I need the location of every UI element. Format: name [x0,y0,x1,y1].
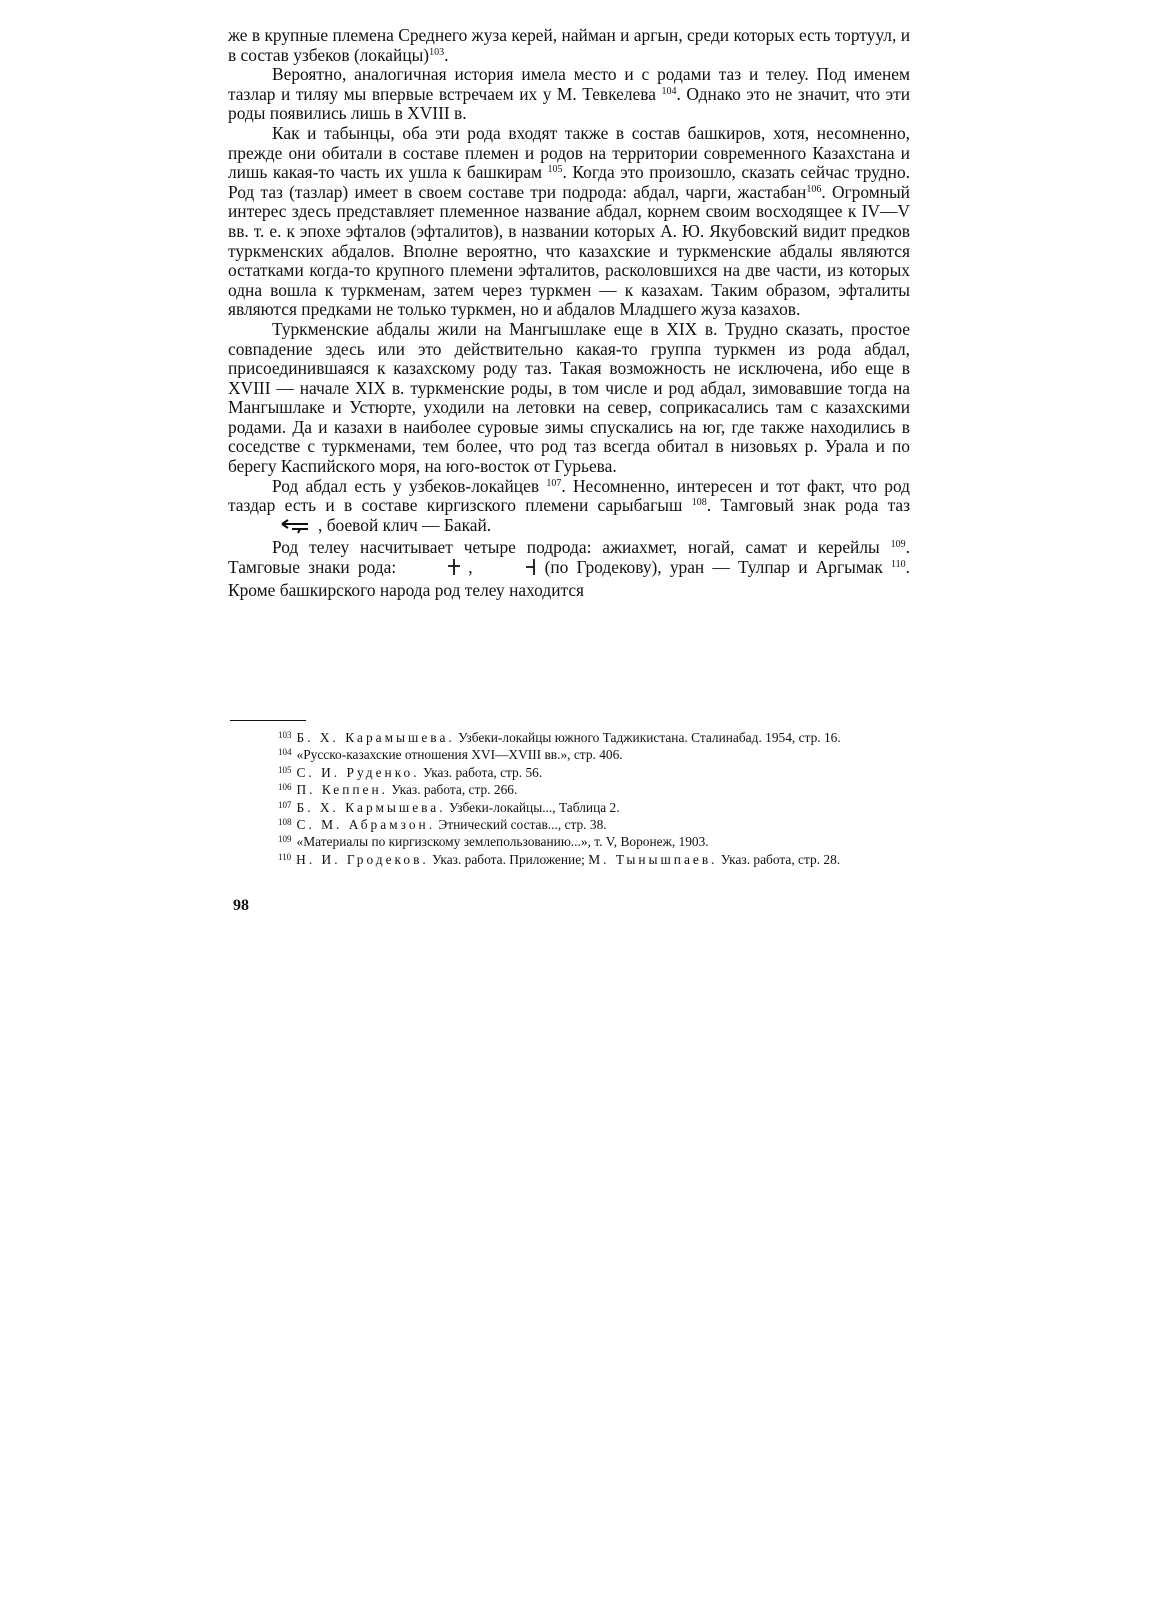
paragraph: Как и табынцы, оба эти рода входят также в состав башкиров, хотя, несомненно, прежде они обитали в составе племен и родов на территории современного Казахстана и лишь какая-то часть их ушла к башкирам $^{105}$. Когда это произошло, сказать сейчас трудно. Род таз (тазлар) имеет в своем составе три подрода: абдал, чарги, жастабан$^{106}$. Огромный интерес здесь представляет племенное название абдал, корнем своим восходящее к IV—V вв. т. е. к эпохе эфталов (эфталитов), в названии которых А. Ю. Якубовский видит предков туркменских абдалов. Вполне вероятно, что казахские и туркменские абдалы являются остатками когда-то крупного племени эфталитов, расколовшихся на две части, из которых одна вошла к туркменам, затем через туркмен — к казахам. Таким образом, эфталиты являются предками не только туркмен, но и абдалов Младшего жуза казахов. [228,122,910,320]
footnote: $^{108}$ С. М. Абрамзон. Этнический состав..., стр. 38. [278,817,607,833]
footnote: $^{105}$ С. И. Руденко. Указ. работа, стр. 56. [278,764,543,780]
main-text [228,26,910,600]
footnote: $^{103}$ Б. Х. Карамышева. Узбеки-локайцы южного Таджикистана. Сталинабад. 1954, стр. 16. [278,730,841,745]
footnote: $^{109}$ «Материалы по киргизскому землепользованию...», т. V, Воронеж, 1903. [278,834,709,850]
page-number: 98 [233,897,249,914]
paragraph: Вероятно, аналогичная история имела место и с родами таз и телеу. Под именем тазлар и тиляу мы впервые встречаем их у М. Тевкелева $^{104}$. Однако это не значит, что эти роды появились лишь в XVIII в. [228,64,910,124]
tamga-hook-icon [479,558,539,581]
footnote: $^{110}$ Н. И. Гродеков. Указ. работа. Приложение; М. Тынышпаев. Указ. работа, стр. 28. [278,851,841,867]
footnote: $^{106}$ П. Кеппен. Указ. работа, стр. 266. [278,782,518,798]
paragraph: Род телеу насчитывает четыре подрода: ажиахмет, ногай, самат и керейлы $^{109}$. Тамговые знаки рода: , (по Гродекову), уран — Тулпар и Аргымак $^{110}$. Кроме башкирского народа род телеу находится [228,537,910,600]
footnotes [234,728,918,867]
footnote-ref[interactable]: 105 [547,164,563,176]
footnote-ref[interactable]: 110 [891,559,906,571]
footnote-ref[interactable]: 109 [890,539,906,551]
footnote-ref[interactable]: 107 [546,477,562,489]
footnote: $^{107}$ Б. Х. Кармышева. Узбеки-локайцы..., Таблица 2. [278,799,620,815]
footnote: $^{104}$ «Русско-казахские отношения XVI—XVIII вв.», стр. 406. [278,747,623,763]
tamga-cross-icon [402,558,462,581]
paragraph: же в крупные племена Среднего жуза керей, найман и аргын, среди которых есть тортуул, и в состав узбеков (локайцы)$^{103}$. [228,25,910,65]
footnote-ref[interactable]: 106 [806,183,822,195]
paragraph: Род абдал есть у узбеков-локайцев $^{107}$. Несомненно, интересен и тот факт, что род таздар есть и в составе киргизского племени сарыбагыш $^{108}$. Тамговый знак рода таз, боевой клич — Бакай. [228,477,910,539]
paragraph: Туркменские абдалы жили на Мангышлаке еще в XIX в. Трудно сказать, простое совпадение здесь или это действительно какая-то группа туркмен из рода абдал, присоединившаяся к казахскому роду таз. Такая возможность не исключена, ибо еще в XVIII — начале XIX в. туркменские роды, в том числе и род абдал, зимовавшие тогда на Мангышлаке и Устюрте, уходили на летовки на север, соприкасались там с казахскими родами. Да и казахи в наиболее суровые зимы спускались на юг, где также находились в соседстве с туркменами, тем более, что род таз всегда обитал в низовьях р. Урала и по берегу Каспийского моря, на юго-восток от Гурьева. [228,318,910,477]
tamga-arrow-icon [234,518,312,539]
footnote-divider [230,720,306,721]
footnote-ref[interactable]: 104 [661,85,677,97]
footnote-ref[interactable]: 103 [429,46,445,58]
footnote-ref[interactable]: 108 [691,497,707,509]
